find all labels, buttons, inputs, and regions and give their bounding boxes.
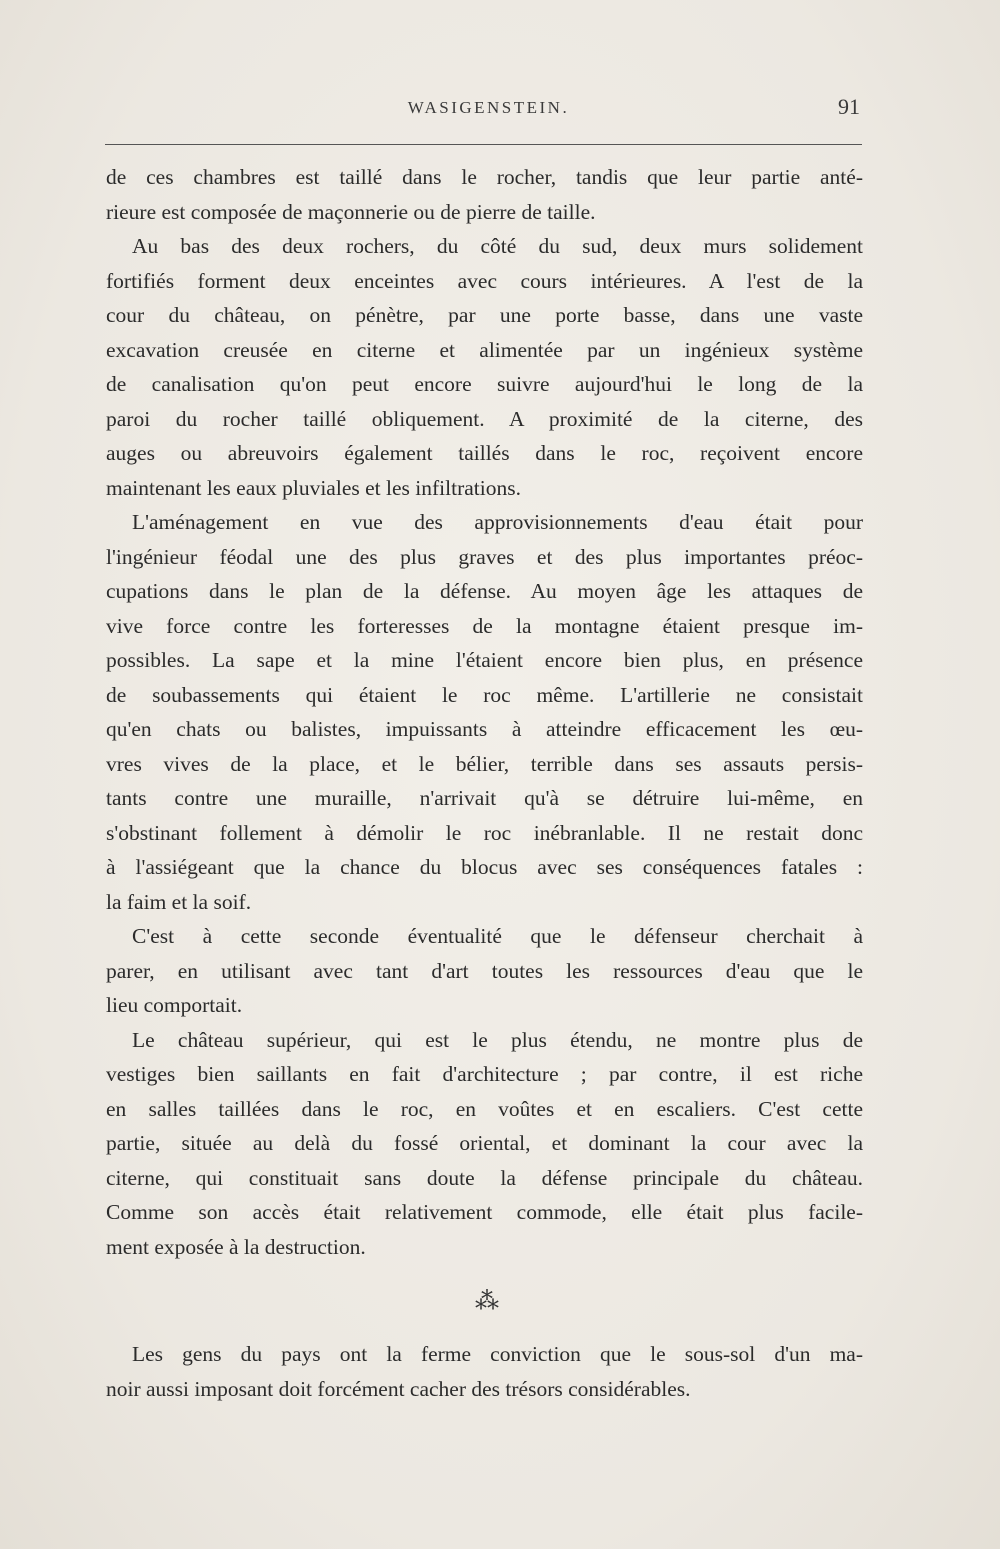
text-line: maintenant les eaux pluviales et les infiltrations.: [106, 475, 521, 500]
text-line: L'aménagement en vue des approvisionnements d'eau était pour: [132, 510, 863, 534]
paragraph: [106, 160, 863, 229]
text-line: paroi du rocher taillé obliquement. A proximité de la citerne, des: [106, 406, 863, 431]
body-text: [106, 160, 863, 1264]
paragraph: [106, 229, 863, 505]
final-paragraph: [106, 1337, 863, 1406]
paragraph: [106, 505, 863, 919]
text-line: cupations dans le plan de la défense. Au moyen âge les attaques de: [106, 579, 863, 603]
text-line: rieure est composée de maçonnerie ou de pierre de taille.: [106, 199, 596, 224]
text-line: s'obstinant follement à démolir le roc inébranlable. Il ne restait donc: [106, 820, 863, 845]
section-ornament-icon: ⁂: [475, 1289, 499, 1315]
text-line: possibles. La sape et la mine l'étaient encore bien plus, en présence: [106, 648, 863, 672]
text-line: Comme son accès était relativement commode, elle était plus facile-: [106, 1200, 863, 1224]
text-line: la faim et la soif.: [106, 889, 252, 914]
text-line: cour du château, on pénètre, par une porte basse, dans une vaste: [106, 303, 863, 327]
text-line: Au bas des deux rochers, du côté du sud, deux murs solidement: [132, 234, 863, 258]
text-line: vres vives de la place, et le bélier, terrible dans ses assauts persis-: [106, 751, 863, 776]
text-line: auges ou abreuvoirs également taillés dans le roc, reçoivent encore: [106, 441, 863, 465]
text-line: noir aussi imposant doit forcément cacher des trésors considérables.: [106, 1376, 691, 1401]
text-line: Le château supérieur, qui est le plus étendu, ne montre plus de: [132, 1027, 863, 1052]
text-line: fortifiés forment deux enceintes avec cours intérieures. A l'est de la: [106, 268, 863, 293]
text-line: ment exposée à la destruction.: [106, 1234, 366, 1259]
text-line: l'ingénieur féodal une des plus graves et des plus importantes préoc-: [106, 544, 863, 569]
text-line: parer, en utilisant avec tant d'art toutes les ressources d'eau que le: [106, 958, 863, 983]
text-line: partie, située au delà du fossé oriental, et dominant la cour avec la: [106, 1131, 863, 1155]
text-line: excavation creusée en citerne et alimentée par un ingénieux système: [106, 337, 863, 362]
text-line: qu'en chats ou balistes, impuissants à atteindre efficacement les œu-: [106, 717, 863, 741]
page-number: 91: [838, 94, 860, 119]
text-line: vestiges bien saillants en fait d'architecture ; par contre, il est riche: [106, 1062, 863, 1086]
paragraph: [106, 919, 863, 1023]
text-line: de ces chambres est taillé dans le rocher, tandis que leur partie anté-: [106, 165, 863, 189]
page-header: [105, 96, 862, 130]
text-line: lieu comportait.: [106, 993, 243, 1017]
paragraph: [106, 1023, 863, 1265]
text-line: citerne, qui constituait sans doute la défense principale du château.: [106, 1165, 863, 1190]
text-line: de soubassements qui étaient le roc même. L'artillerie ne consistait: [106, 682, 863, 707]
text-line: de canalisation qu'on peut encore suivre aujourd'hui le long de la: [106, 372, 863, 396]
text-line: en salles taillées dans le roc, en voûtes et en escaliers. C'est cette: [106, 1096, 863, 1121]
header-rule: [105, 144, 862, 145]
text-line: tants contre une muraille, n'arrivait qu'à se détruire lui-même, en: [106, 786, 863, 810]
text-line: Les gens du pays ont la ferme conviction que le sous-sol d'un ma-: [132, 1342, 863, 1366]
text-line: vive force contre les forteresses de la montagne étaient presque im-: [106, 613, 863, 638]
text-line: à l'assiégeant que la chance du blocus avec ses conséquences fatales :: [106, 855, 863, 879]
running-head: WASIGENSTEIN.: [407, 98, 570, 117]
text-line: C'est à cette seconde éventualité que le défenseur cherchait à: [132, 924, 863, 948]
